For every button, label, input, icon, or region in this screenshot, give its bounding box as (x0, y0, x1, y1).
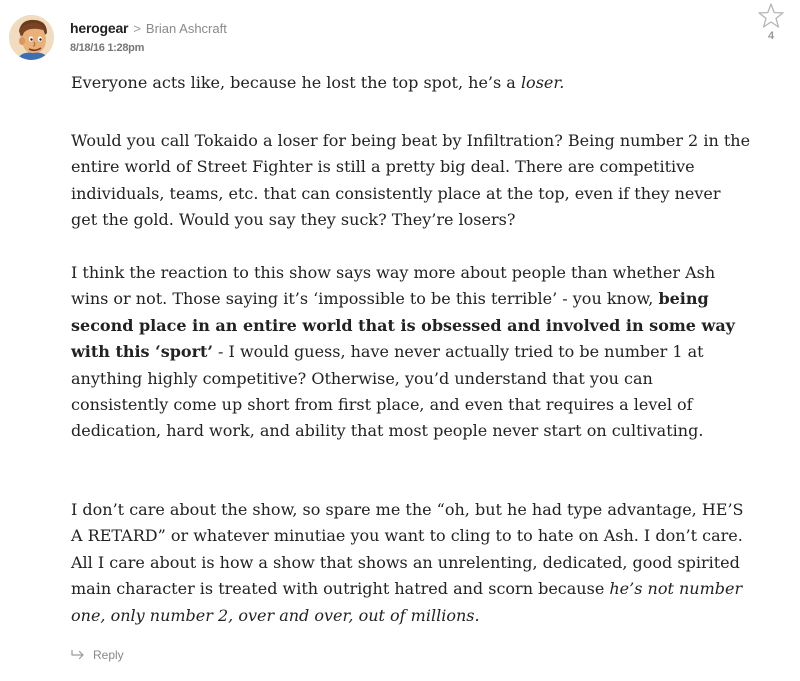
star-count: 4 (767, 30, 775, 42)
reply-label: Reply (93, 648, 124, 662)
author-name[interactable]: herogear (70, 20, 129, 36)
paragraph-3 (71, 260, 751, 445)
star-button[interactable] (757, 2, 785, 30)
paragraph-2: Would you call Tokaido a loser for being beat by Infiltration? Being number 2 in the entire world of Street Fighter is still a pretty big deal. There are competitive individuals, teams, etc. that can consistently place at the top, even if they never get the gold. Would you say they suck? They’re losers? (71, 131, 751, 230)
comment-header (70, 20, 227, 36)
star-outline-icon (757, 2, 785, 30)
paragraph-3-text-b: - I would guess, have never actually tried to be number 1 at anything highly competitive? Otherwise, you’d understand that you can consistently come up short from first place, and even that requires a level of dedication, hard work, and ability that most people never start on cultivating. (71, 342, 704, 441)
reply-button[interactable] (71, 648, 124, 662)
paragraph-1 (71, 70, 751, 96)
avatar[interactable] (9, 15, 54, 60)
paragraph-1-emphasis: loser. (520, 73, 565, 92)
paragraph-3-text-a: I think the reaction to this show says way more about people than whether Ash wins or not. Those saying it’s ‘impossible to be this terrible’ - you know, (71, 263, 716, 309)
paragraph-4 (71, 497, 751, 629)
reply-to-name[interactable]: Brian Ashcraft (145, 21, 227, 36)
paragraph-4-emphasis: he’s not number one, only number 2, over and over, out of millions. (71, 579, 743, 625)
comment-timestamp[interactable]: 8/18/16 1:28pm (70, 42, 145, 54)
reply-separator-icon: > (133, 21, 141, 36)
paragraph-1-text: Everyone acts like, because he lost the top spot, he’s a (71, 73, 521, 92)
reply-arrow-icon (71, 650, 85, 660)
paragraph-4-text: I don’t care about the show, so spare me the “oh, but he had type advantage, HE’S A RETARD” or whatever minutiae you want to cling to to hate on Ash. I don’t care. All I care about is how a show that shows an unrelenting, dedicated, good spirited main character is treated with outright hatred and scorn because (71, 500, 744, 599)
paragraph-3-strong: being second place in an entire world that is obsessed and involved in some way with this ‘sport’ (71, 289, 735, 362)
avatar-image (9, 15, 54, 60)
